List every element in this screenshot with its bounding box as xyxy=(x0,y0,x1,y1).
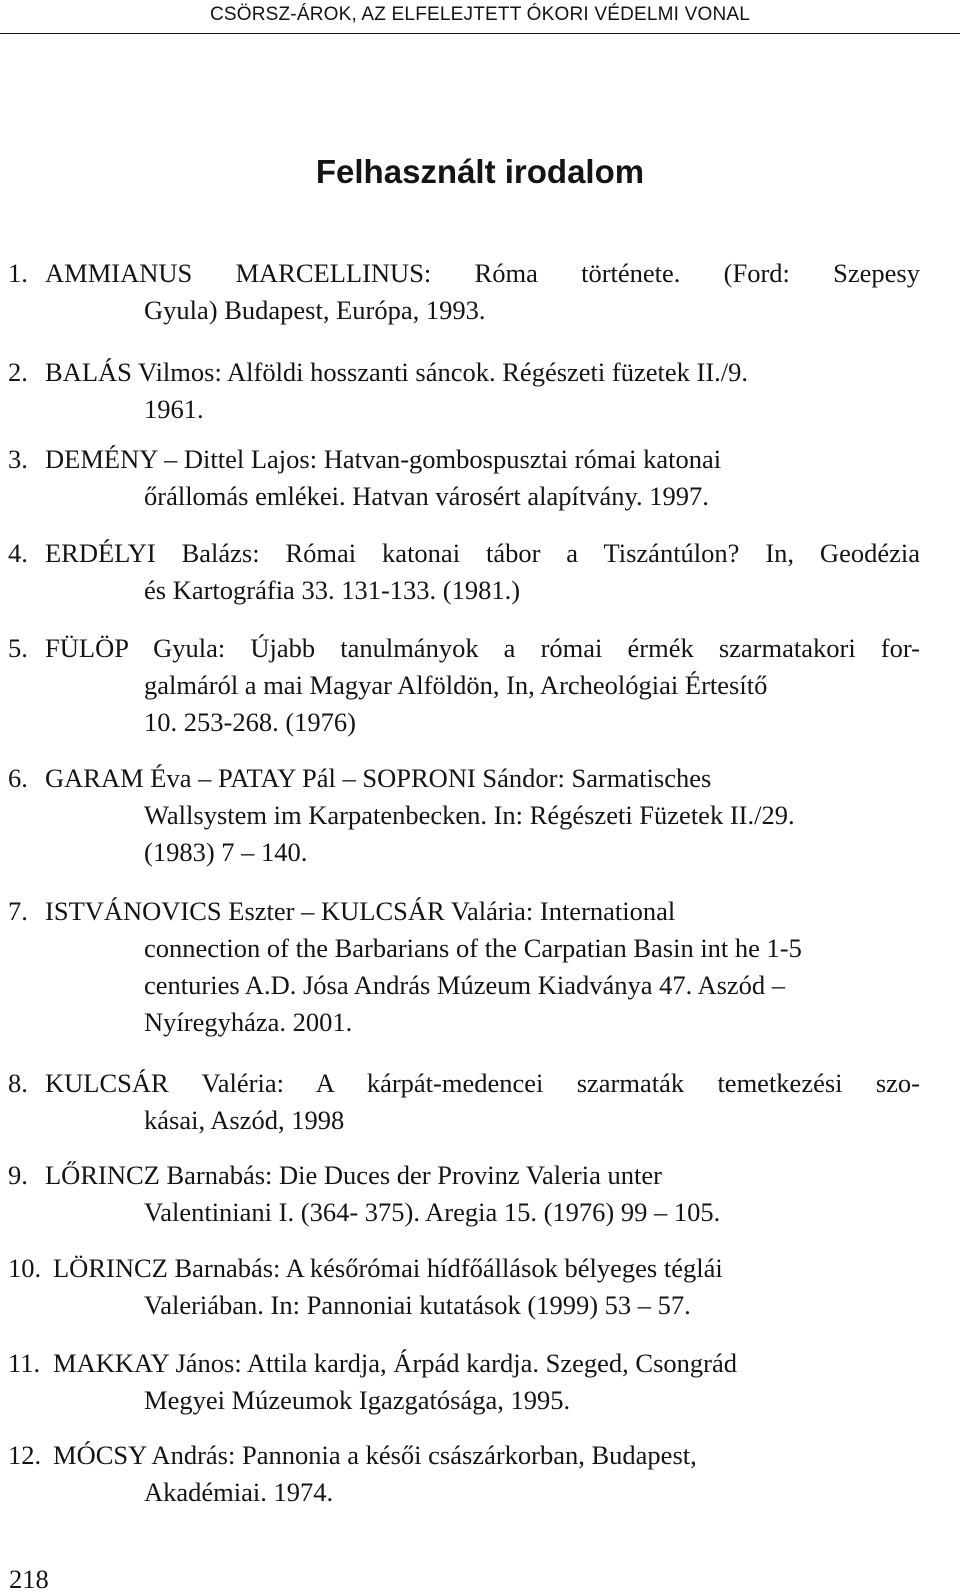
entry-line: LŐRINCZ Barnabás: Die Duces der Provinz Valeria unter xyxy=(45,1160,662,1190)
bibliography-entry-12 xyxy=(8,1437,920,1511)
entry-number: 3. xyxy=(8,444,28,474)
bibliography-entry-5 xyxy=(8,630,920,741)
entry-number: 7. xyxy=(8,896,28,926)
entry-number: 10. xyxy=(8,1253,42,1283)
entry-number: 12. xyxy=(8,1440,42,1470)
entry-number: 2. xyxy=(8,357,28,387)
page-number: 218 xyxy=(9,1564,49,1594)
entry-line: AMMIANUS MARCELLINUS: Róma története. (Ford: Szepesy xyxy=(45,258,920,288)
entry-line: Nyíregyháza. 2001. xyxy=(144,1007,353,1037)
entry-line: Wallsystem im Karpatenbecken. In: Régészeti Füzetek II./29. xyxy=(144,800,795,830)
entry-line: Valentiniani I. (364- 375). Aregia 15. (1976) 99 – 105. xyxy=(144,1197,721,1227)
entry-line: Gyula) Budapest, Európa, 1993. xyxy=(144,295,486,325)
bibliography-entry-3 xyxy=(8,441,920,515)
entry-line: connection of the Barbarians of the Carpatian Basin int he 1-5 xyxy=(144,933,802,963)
entry-line: ISTVÁNOVICS Eszter – KULCSÁR Valária: International xyxy=(45,896,676,926)
entry-number: 8. xyxy=(8,1068,28,1098)
entry-line: KULCSÁR Valéria: A kárpát-medencei szarmaták temetkezési szo- xyxy=(45,1068,920,1098)
bibliography-entry-1 xyxy=(8,255,920,329)
page-title: Felhasznált irodalom xyxy=(315,153,645,190)
entry-line: és Kartográfia 33. 131-133. (1981.) xyxy=(144,575,521,605)
entry-line: DEMÉNY – Dittel Lajos: Hatvan-gombospusztai római katonai xyxy=(45,444,722,474)
entry-line: őrállomás emlékei. Hatvan városért alapítvány. 1997. xyxy=(144,481,709,511)
entry-line: kásai, Aszód, 1998 xyxy=(144,1105,345,1135)
bibliography-entry-8 xyxy=(8,1065,920,1139)
entry-line: (1983) 7 – 140. xyxy=(144,837,308,867)
entry-line: Akadémiai. 1974. xyxy=(144,1477,334,1507)
entry-number: 11. xyxy=(8,1348,41,1378)
entry-number: 4. xyxy=(8,538,28,568)
bibliography-entry-9 xyxy=(8,1157,920,1231)
entry-line: FÜLÖP Gyula: Újabb tanulmányok a római érmék szarmatakori for- xyxy=(45,633,920,663)
bibliography-entry-7 xyxy=(8,893,920,1041)
entry-line: BALÁS Vilmos: Alföldi hosszanti sáncok. Régészeti füzetek II./9. xyxy=(45,357,749,387)
entry-line: GARAM Éva – PATAY Pál – SOPRONI Sándor: Sarmatisches xyxy=(45,763,712,793)
running-header-title: CSÖRSZ-ÁROK, AZ ELFELEJTETT ÓKORI VÉDELMI VONAL xyxy=(209,4,751,25)
bibliography-entry-4 xyxy=(8,535,920,609)
entry-line: Megyei Múzeumok Igazgatósága, 1995. xyxy=(144,1385,571,1415)
entry-number: 1. xyxy=(8,258,28,288)
entry-number: 5. xyxy=(8,633,28,663)
entry-number: 9. xyxy=(8,1160,28,1190)
entry-line: Valeriában. In: Pannoniai kutatások (1999) 53 – 57. xyxy=(144,1290,691,1320)
running-header xyxy=(0,0,960,34)
entry-line: LÖRINCZ Barnabás: A későrómai hídfőállások bélyeges téglái xyxy=(53,1253,723,1283)
entry-line: ERDÉLYI Balázs: Római katonai tábor a Tiszántúlon? In, Geodézia xyxy=(45,538,920,568)
entry-line: 1961. xyxy=(144,394,204,424)
entry-line: 10. 253-268. (1976) xyxy=(144,707,356,737)
bibliography-entry-11 xyxy=(8,1345,920,1419)
entry-number: 6. xyxy=(8,763,28,793)
entry-line: centuries A.D. Jósa András Múzeum Kiadványa 47. Aszód – xyxy=(144,970,786,1000)
bibliography-entry-6 xyxy=(8,760,920,871)
bibliography-entry-2 xyxy=(8,354,920,428)
entry-line: MÓCSY András: Pannonia a késői császárkorban, Budapest, xyxy=(53,1440,697,1470)
entry-line: MAKKAY János: Attila kardja, Árpád kardja. Szeged, Csongrád xyxy=(53,1348,737,1378)
bibliography-entry-10 xyxy=(8,1250,920,1324)
entry-line: galmáról a mai Magyar Alföldön, In, Archeológiai Értesítő xyxy=(144,670,768,700)
